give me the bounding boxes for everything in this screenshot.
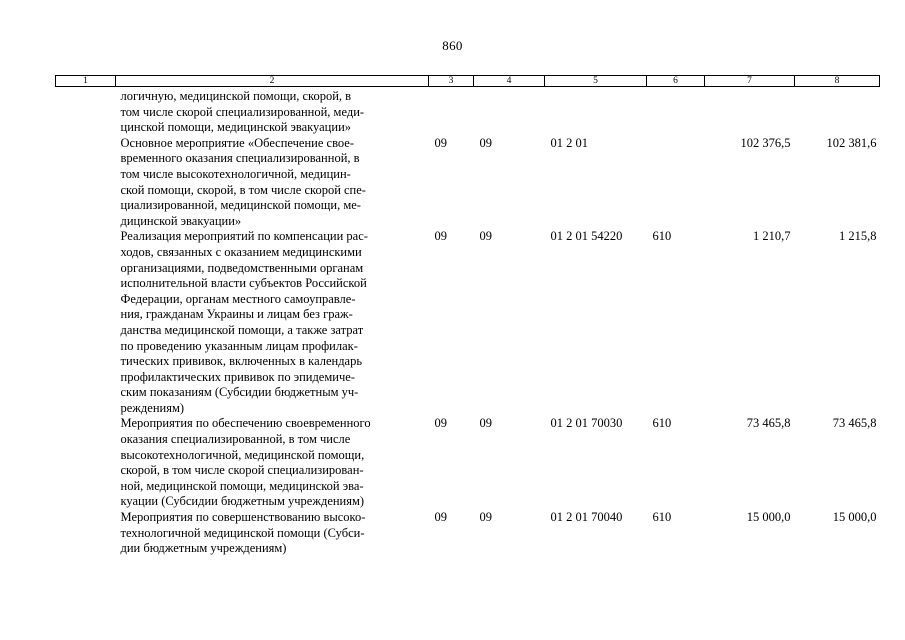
item-name-line: логичную, медицинской помощи, скорой, в: [120, 89, 352, 103]
amount-year-2-cell: 15 000,0: [832, 510, 877, 525]
item-name-cell: [116, 136, 429, 230]
section-code-cell: 09: [434, 229, 447, 244]
target-article-cell: 01 2 01 70040: [550, 510, 623, 525]
empty-cell: [56, 87, 116, 136]
item-name-cell: [116, 416, 429, 510]
table-row: [56, 510, 880, 557]
amount-year-2-cell: 102 381,6: [826, 135, 877, 150]
amount-year-2-cell: 73 465,8: [832, 416, 877, 431]
item-name-line: Реализация мероприятий по компенсации рас-: [120, 229, 368, 244]
item-name-line: ной, медицинской помощи, медицинской эва-: [120, 478, 364, 493]
item-name-line: ской помощи, скорой, в том числе скорой спе-: [120, 182, 366, 197]
column-header-4: 4: [474, 76, 545, 87]
amount-year-2-cell: [795, 87, 880, 136]
amount-year-1-cell: 15 000,0: [746, 510, 791, 525]
item-name-line: том числе скорой специализированной, меди-: [120, 104, 365, 119]
page-number: 860: [442, 38, 463, 53]
column-header-2: 2: [116, 76, 429, 87]
item-name-line: Мероприятия по обеспечению своевременного: [120, 416, 371, 431]
item-name-line: исполнительной власти субъектов Российской: [120, 276, 367, 291]
expense-type-cell: 610: [652, 229, 672, 244]
column-number-header-row: [56, 76, 880, 87]
target-article-cell: 01 2 01: [550, 135, 588, 150]
amount-year-1-cell: 102 376,5: [740, 135, 791, 150]
item-name-cell: [116, 229, 429, 416]
subsection-code-cell: [474, 87, 545, 136]
budget-table: [55, 75, 880, 557]
empty-cell: [56, 136, 116, 230]
item-name-line: Мероприятия по совершенствованию высоко-: [120, 510, 366, 525]
table-body: [56, 87, 880, 557]
item-name-line: дии бюджетным учреждениям): [120, 541, 287, 556]
table-row: [56, 416, 880, 510]
target-article-cell: [545, 87, 647, 136]
empty-cell: [56, 416, 116, 510]
item-name-line: ским показаниям (Субсидии бюджетным уч-: [120, 385, 359, 400]
item-name-line: по проведению указанным лицам профилак-: [120, 338, 358, 353]
item-name-line: ния, гражданам Украины и лицам без граж-: [120, 307, 353, 322]
item-name-line: оказания специализированной, в том числе: [120, 432, 351, 447]
item-name-line: цинской помощи, медицинской эвакуации»: [120, 120, 352, 135]
expense-type-cell: [647, 136, 705, 230]
expense-type-cell: 610: [652, 416, 672, 431]
item-name-line: организациями, подведомственными органам: [120, 260, 364, 275]
amount-year-2-cell: 1 215,8: [839, 229, 877, 244]
column-header-7: 7: [705, 76, 795, 87]
item-name-line: куации (Субсидии бюджетным учреждениям): [120, 494, 365, 509]
expense-type-cell: [647, 87, 705, 136]
table-row: [56, 136, 880, 230]
subsection-code-cell: 09: [479, 510, 492, 525]
subsection-code-cell: 09: [479, 135, 492, 150]
item-name-line: профилактических прививок по эпидемиче-: [120, 369, 355, 384]
item-name-line: скорой, в том числе скорой специализирован-: [120, 463, 364, 478]
amount-year-1-cell: 73 465,8: [746, 416, 791, 431]
target-article-cell: 01 2 01 54220: [550, 229, 623, 244]
column-header-5: 5: [545, 76, 647, 87]
subsection-code-cell: 09: [479, 229, 492, 244]
item-name-line: данства медицинской помощи, а также затрат: [120, 322, 364, 337]
subsection-code-cell: 09: [479, 416, 492, 431]
column-header-1: 1: [56, 76, 116, 87]
item-name-line: Федерации, органам местного самоуправле-: [120, 291, 356, 306]
table-row: [56, 229, 880, 416]
empty-cell: [56, 510, 116, 557]
item-name-line: высокотехнологичной, медицинской помощи,: [120, 447, 365, 462]
item-name-cell: [116, 510, 429, 557]
amount-year-1-cell: 1 210,7: [753, 229, 791, 244]
section-code-cell: 09: [434, 135, 447, 150]
item-name-line: ходов, связанных с оказанием медицинскими: [120, 244, 362, 259]
column-header-3: 3: [429, 76, 474, 87]
item-name-line: технологичной медицинской помощи (Субси-: [120, 525, 365, 540]
item-name-line: временного оказания специализированной, в: [120, 151, 360, 166]
item-name-cell: [116, 87, 429, 136]
column-header-8: 8: [795, 76, 880, 87]
section-code-cell: 09: [434, 416, 447, 431]
item-name-line: реждениям): [120, 400, 185, 415]
item-name-line: Основное мероприятие «Обеспечение свое-: [120, 135, 355, 150]
table-row: [56, 87, 880, 136]
empty-cell: [56, 229, 116, 416]
item-name-line: дицинской эвакуации»: [120, 213, 242, 228]
item-name-line: том числе высокотехнологичной, медицин-: [120, 166, 351, 181]
item-name-line: циализированной, медицинской помощи, ме-: [120, 198, 361, 213]
target-article-cell: 01 2 01 70030: [550, 416, 623, 431]
expense-type-cell: 610: [652, 510, 672, 525]
column-header-6: 6: [647, 76, 705, 87]
amount-year-1-cell: [705, 87, 795, 136]
section-code-cell: [429, 87, 474, 136]
item-name-line: тических прививок, включенных в календарь: [120, 354, 363, 369]
section-code-cell: 09: [434, 510, 447, 525]
